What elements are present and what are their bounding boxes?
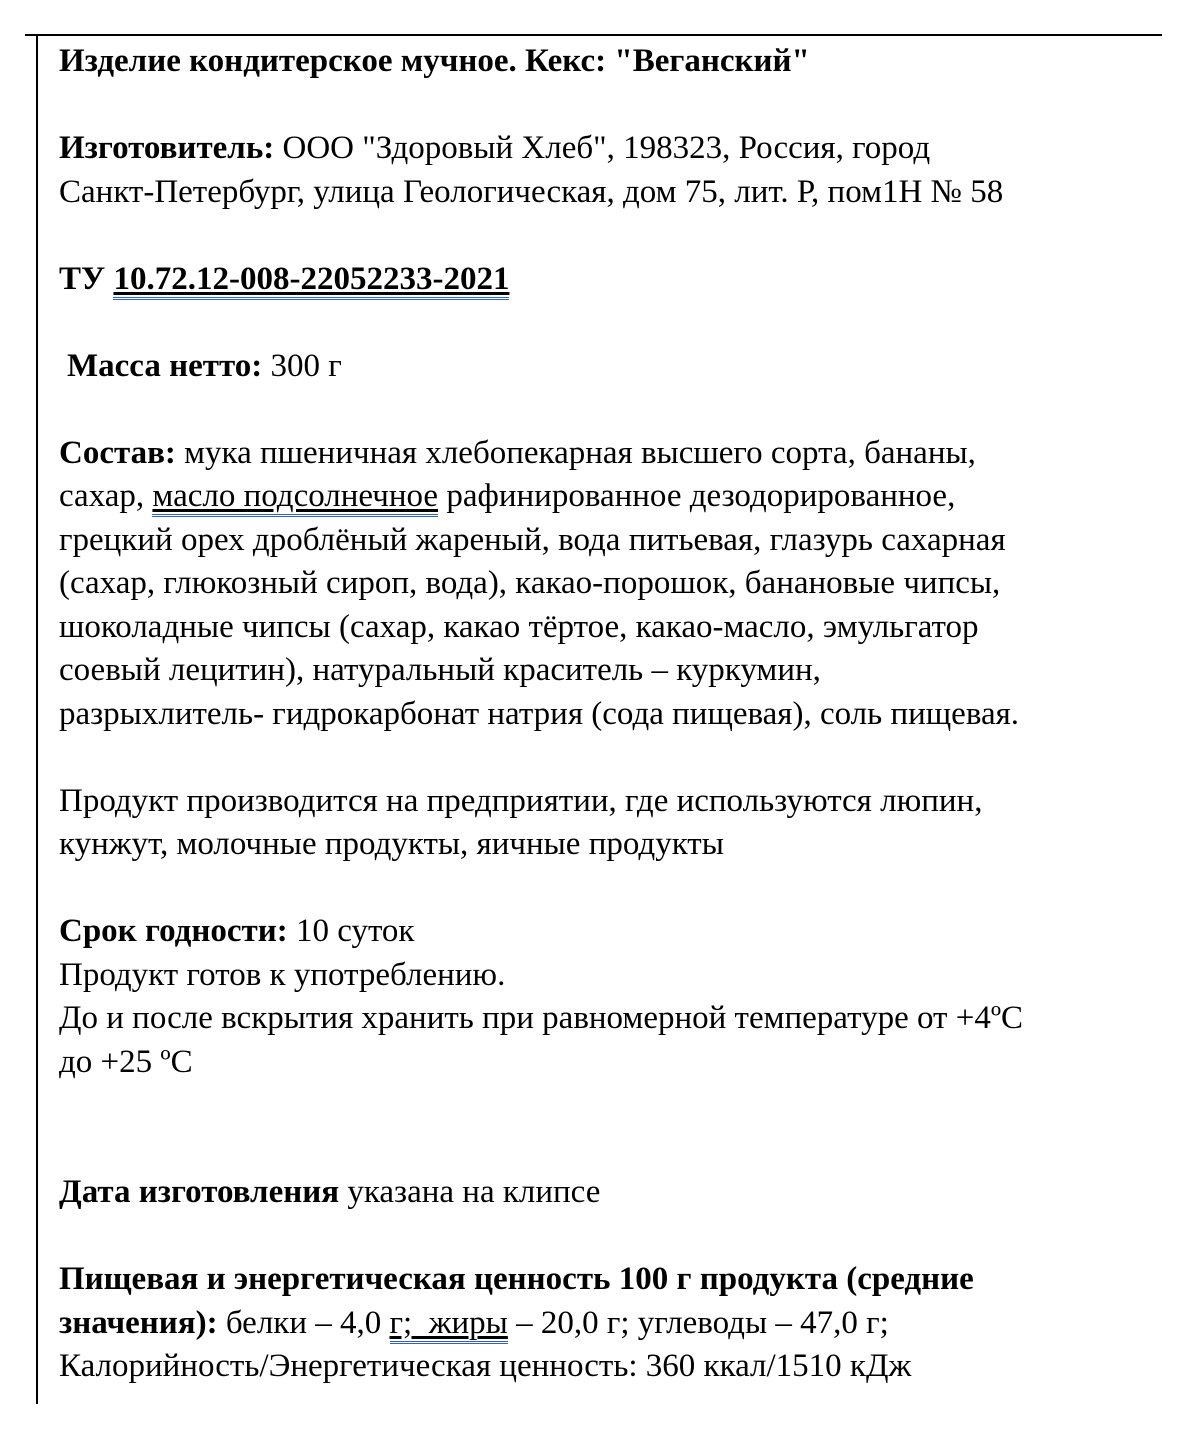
production-date-value: указана на клипсе xyxy=(339,1174,601,1210)
energy-value-line: Калорийность/Энергетическая ценность: 360 ккал/1510 кДж xyxy=(59,1348,912,1384)
spacer xyxy=(59,1128,1169,1172)
composition-line-3: грецкий орех дроблёный жареный, вода питьевая, глазурь сахарная xyxy=(59,521,1006,558)
spacer xyxy=(59,1215,1169,1259)
allergen-line-1: Продукт производится на предприятии, где используются люпин, xyxy=(59,782,983,819)
composition-label: Состав: xyxy=(59,434,176,471)
storage-line-1: До и после вскрытия хранить при равномерной температуре от +4ºС xyxy=(59,1000,1024,1036)
nutrition-text: – 20,0 г; углеводы – 47,0 г; xyxy=(507,1304,889,1341)
spacer xyxy=(59,214,1169,258)
net-weight-line xyxy=(59,345,1169,389)
table-top-border xyxy=(25,34,1162,36)
spacer xyxy=(59,867,1169,911)
net-weight-label: Масса нетто: xyxy=(67,347,263,384)
allergen-line-2: кунжут, молочные продукты, яичные продукты xyxy=(59,826,724,862)
spacer xyxy=(59,736,1169,780)
production-date-line xyxy=(59,1171,1169,1215)
nutrition-heading-line-1: Пищевая и энергетическая ценность 100 г продукта (средние xyxy=(59,1261,974,1297)
composition-line-5: шоколадные чипсы (сахар, какао тёртое, какао-масло, эмульгатор xyxy=(59,608,979,645)
nutrition-heading-line-2: значения): xyxy=(59,1304,218,1341)
manufacturer-line-2: Санкт-Петербург, улица Геологическая, дом 75, лит. Р, пом1Н № 58 xyxy=(59,173,1004,210)
table-left-border xyxy=(36,34,38,1404)
composition-line-4: (сахар, глюкозный сироп, вода), какао-порошок, банановые чипсы, xyxy=(59,565,1001,601)
production-date-label: Дата изготовления xyxy=(59,1174,340,1210)
nutrition-underlined-term: г; жиры xyxy=(390,1305,508,1344)
nutrition-text: белки – 4,0 xyxy=(217,1304,390,1341)
shelf-life-value: 10 суток xyxy=(287,913,415,949)
tu-label: ТУ xyxy=(59,260,114,297)
spacer xyxy=(59,84,1169,128)
composition-text: сахар, xyxy=(59,478,153,514)
nutrition-values-line xyxy=(59,1302,1169,1346)
shelf-life-label: Срок годности: xyxy=(59,913,288,949)
net-weight-value: 300 г xyxy=(262,347,342,384)
shelf-life-line xyxy=(59,910,1169,954)
composition-line-7: разрыхлитель- гидрокарбонат натрия (сода пищевая), соль пищевая. xyxy=(59,695,1020,732)
spacer xyxy=(59,388,1169,432)
manufacturer-label: Изготовитель: xyxy=(59,130,275,166)
product-title: Изделие кондитерское мучное. Кекс: "Веганский" xyxy=(59,43,810,79)
spacer xyxy=(59,301,1169,345)
tu-line xyxy=(59,258,1169,302)
composition-text: рафинированное дезодорированное, xyxy=(438,478,956,514)
ready-to-eat-line: Продукт готов к употреблению. xyxy=(59,956,506,993)
composition-underlined-term: масло подсолнечное xyxy=(152,478,438,517)
spacer xyxy=(59,1084,1169,1128)
storage-line-2: до +25 ºС xyxy=(59,1043,193,1080)
product-label-document xyxy=(59,40,1169,1389)
manufacturer-value: ООО "Здоровый Хлеб", 198323, Россия, город xyxy=(274,130,931,166)
composition-line-1 xyxy=(59,432,1169,476)
tu-number: 10.72.12-008-22052233-2021 xyxy=(113,261,509,300)
composition-line-6: соевый лецитин), натуральный краситель – куркумин, xyxy=(59,652,821,688)
manufacturer-line-1 xyxy=(59,127,1169,171)
composition-text: мука пшеничная хлебопекарная высшего сорта, бананы, xyxy=(175,434,976,471)
composition-line-2 xyxy=(59,475,1169,519)
